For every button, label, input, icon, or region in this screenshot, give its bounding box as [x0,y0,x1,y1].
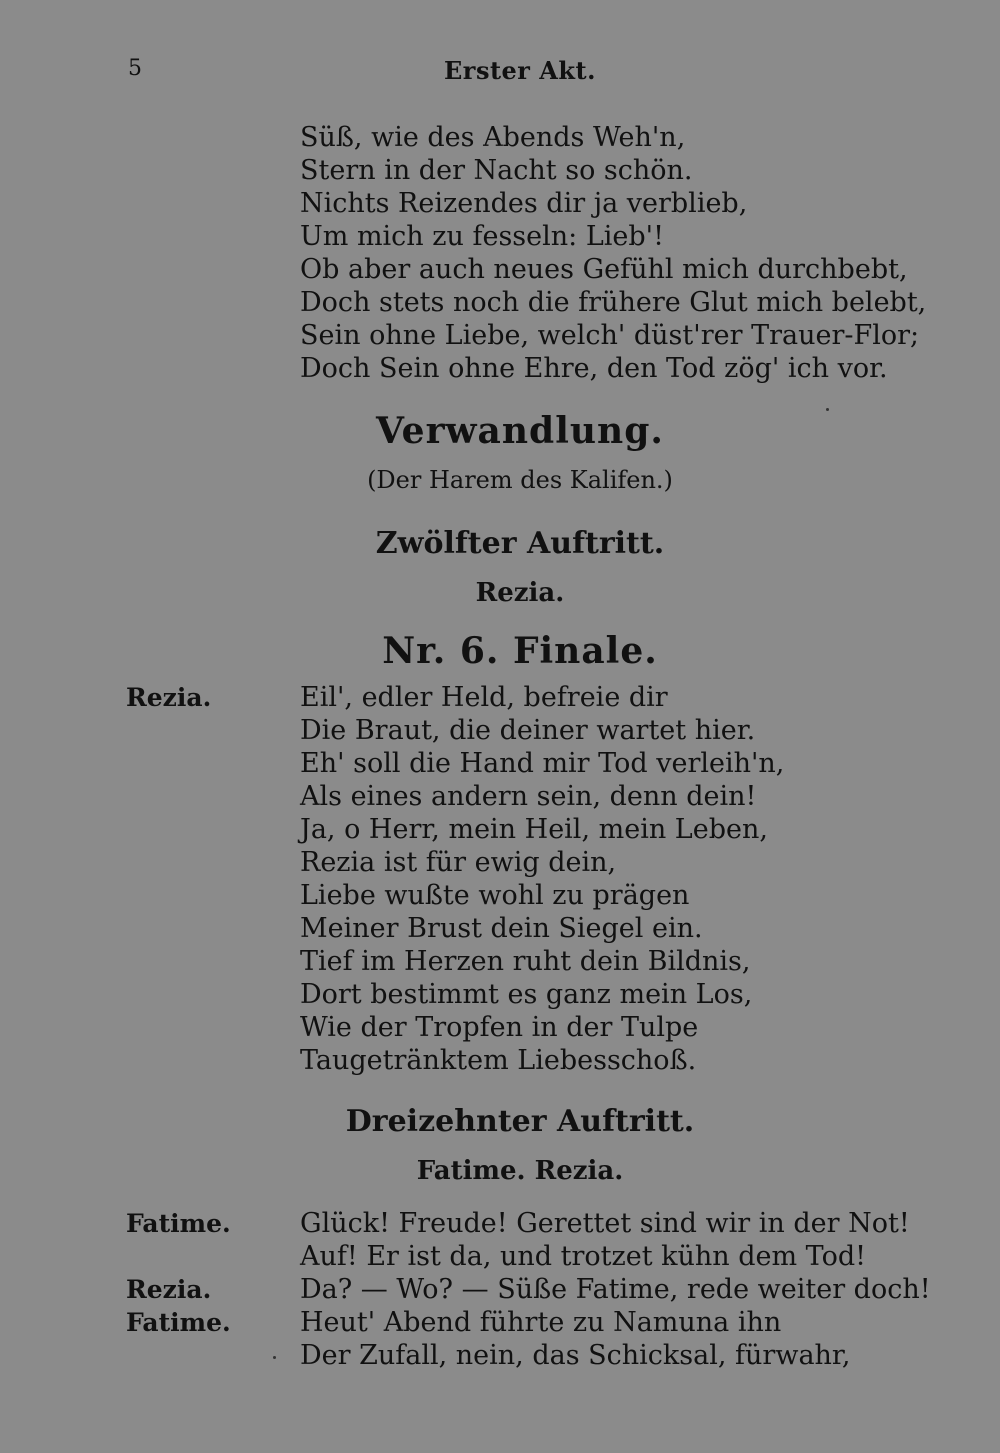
verse-line: Meiner Brust dein Siegel ein. [300,913,703,944]
verse-line: Eh' soll die Hand mir Tod verleih'n, [300,748,785,779]
verse-line: Wie der Tropfen in der Tulpe [300,1012,699,1043]
scene-13-heading: Dreizehnter Auftritt. [345,1104,695,1139]
verse-line: Glück! Freude! Gerettet sind wir in der Not! [300,1208,910,1239]
number-heading: Nr. 6. Finale. [382,630,658,672]
verse-line: Stern in der Nacht so schön. [300,155,693,186]
verse-line: Sein ohne Liebe, welch' düst'rer Trauer-Flor; [300,320,920,351]
verse-line: Taugetränktem Liebesschoß. [300,1045,697,1076]
stanza-2 [300,681,784,1077]
scene-12-cast: Rezia. [475,578,565,608]
verse-line: Da? — Wo? — Süße Fatime, rede weiter doch! [300,1274,931,1305]
verse-line: Eil', edler Held, befreie dir [300,682,668,713]
verse-line: Der Zufall, nein, das Schicksal, fürwahr, [300,1340,851,1371]
verse-line: Auf! Er ist da, und trotzet kühn dem Tod! [300,1241,866,1272]
speaker-rezia: Rezia. [126,683,212,712]
verse-line: Als eines andern sein, denn dein! [300,781,757,812]
verse-line: Rezia ist für ewig dein, [300,847,617,878]
verse-line: Ja, o Herr, mein Heil, mein Leben, [300,814,768,845]
verse-line: Tief im Herzen ruht dein Bildnis, [300,946,751,977]
speaker-rezia: Rezia. [126,1275,212,1304]
stanza-1 [300,121,926,385]
speaker-fatime: Fatime. [126,1308,231,1337]
stanza-3 [300,1207,931,1372]
verse-line: Doch Sein ohne Ehre, den Tod zög' ich vor. [300,353,888,384]
verse-line: Nichts Reizendes dir ja verblieb, [300,188,748,219]
scene-13-cast: Fatime. Rezia. [416,1156,624,1186]
speaker-fatime: Fatime. [126,1209,231,1238]
verse-line: Süß, wie des Abends Weh'n, [300,122,686,153]
verwandlung-heading: Verwandlung. [376,410,664,452]
print-speck [273,1356,276,1359]
print-speck [826,408,829,411]
verse-line: Die Braut, die deiner wartet hier. [300,715,756,746]
verse-line: Liebe wußte wohl zu prägen [300,880,690,911]
verse-line: Heut' Abend führte zu Namuna ihn [300,1307,782,1338]
scene-12-heading: Zwölfter Auftritt. [375,526,665,561]
page-number: 5 [128,56,142,81]
verse-line: Ob aber auch neues Gefühl mich durchbebt, [300,254,908,285]
verse-line: Doch stets noch die frühere Glut mich belebt, [300,287,927,318]
verse-line: Um mich zu fesseln: Lieb'! [300,221,664,252]
running-head: Erster Akt. [444,56,596,85]
setting-direction: (Der Harem des Kalifen.) [367,466,673,494]
verse-line: Dort bestimmt es ganz mein Los, [300,979,753,1010]
